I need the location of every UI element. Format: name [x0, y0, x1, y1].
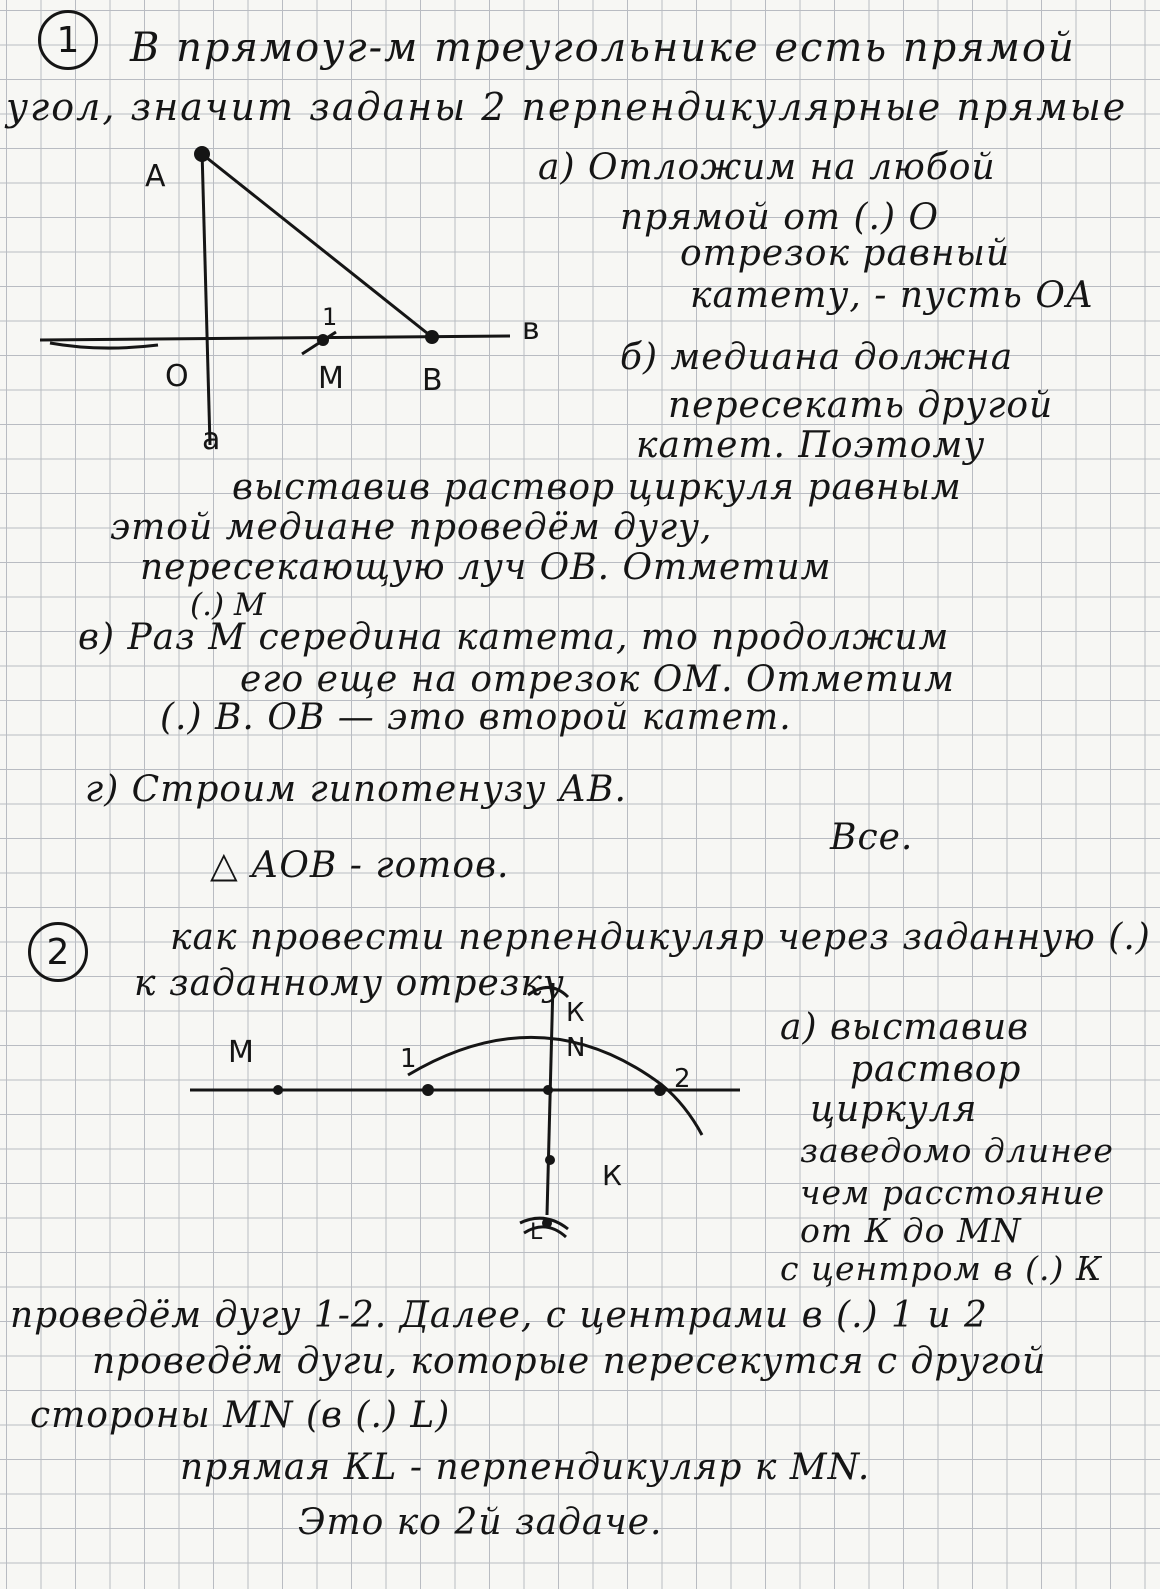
label-l: L: [530, 1220, 543, 1245]
point-l: [542, 1218, 552, 1228]
task2-number-text: 2: [46, 931, 70, 973]
task2-text-line4: прямая КL - перпендикуляр к МN.: [180, 1447, 871, 1488]
ray-tail-stroke: [50, 343, 158, 348]
task1-step-c-line3: (.) В. ОВ — это второй катет.: [160, 697, 792, 738]
task2-step-a-line5: чем расстояние: [800, 1173, 1106, 1212]
task2-text-line3: стороны МN (в (.) L): [30, 1395, 451, 1436]
task1-step-a-line2: прямой от (.) О: [620, 197, 939, 238]
point-foot: [543, 1085, 553, 1095]
hypotenuse-ab: [202, 154, 432, 337]
horizontal-ray-ob: [40, 336, 510, 340]
task1-step-b-line4: выставив раствор циркуля равным: [232, 467, 962, 508]
task2-step-a-line7: с центром в (.) К: [780, 1249, 1103, 1288]
perpendicular-kl: [547, 983, 553, 1215]
point-b: [425, 330, 439, 344]
task2-text-line2: проведём дуги, которые пересекутся с другой: [92, 1341, 1047, 1382]
task1-step-b-line5: этой медиане проведём дугу,: [110, 507, 713, 548]
task2-step-a-line2: раствор: [850, 1049, 1022, 1090]
label-point-m: М: [318, 361, 344, 396]
point-m: [317, 334, 329, 346]
task1-step-d-line1: г) Строим гипотенузу АВ.: [85, 769, 627, 810]
arc-mark-top: [528, 987, 568, 997]
task1-step-c-line1: в) Раз М середина катета, то продолжим: [78, 617, 950, 658]
point-2: [654, 1084, 666, 1096]
label-point-b: В: [422, 363, 443, 398]
label-1: 1: [400, 1044, 417, 1074]
task2-text-line5: Это ко 2й задаче.: [298, 1502, 663, 1543]
vertical-ray-oa: [202, 150, 210, 445]
task2-step-a-line3: циркуля: [810, 1089, 978, 1130]
label-k: К: [602, 1159, 622, 1192]
task1-step-a-line1: а) Отложим на любой: [538, 147, 996, 188]
point-k: [545, 1155, 555, 1165]
task1-step-c-line2: его еще на отрезок ОМ. Отметим: [240, 659, 955, 700]
label-k-top: К: [566, 998, 585, 1028]
task1-step-b-line7: (.) М: [190, 587, 266, 623]
task1-intro-line2: угол, значит заданы 2 перпендикулярные прямые: [6, 85, 1128, 129]
task1-step-b-line6: пересекающую луч ОВ. Отметим: [140, 547, 832, 588]
label-2: 2: [674, 1064, 691, 1094]
task2-intro-line2: к заданному отрезку: [134, 963, 565, 1004]
task1-number: [38, 10, 98, 70]
label-m2: М: [228, 1035, 254, 1070]
task1-step-a-line4: катету, - пусть ОА: [690, 275, 1095, 316]
label-point-a: А: [145, 159, 166, 194]
task1-number-text: 1: [56, 19, 80, 61]
task2-step-a-line4: заведомо длинее: [800, 1131, 1114, 1170]
task1-step-b-line3: катет. Поэтому: [636, 425, 986, 466]
task1-step-d-line2: Все.: [830, 817, 914, 858]
task2-step-a-line1: а) выставив: [780, 1007, 1030, 1048]
task1-figure: [40, 140, 600, 460]
label-ray-b: в: [522, 312, 540, 347]
label-ray-a: а: [202, 422, 221, 457]
task2-text-line1: проведём дугу 1-2. Далее, с центрами в (.) 1 и 2: [10, 1295, 988, 1336]
label-point-o: О: [165, 359, 189, 394]
label-n: N: [566, 1033, 586, 1063]
point-a: [194, 146, 210, 162]
task1-step-a-line3: отрезок равный: [680, 233, 1011, 274]
label-arc-mark: 1: [322, 303, 338, 331]
task2-number: [28, 922, 88, 982]
point-m2: [273, 1085, 283, 1095]
task1-intro-line1: В прямоуг-м треугольнике есть прямой: [130, 25, 1076, 71]
task1-step-d-line3: △ АОВ - готов.: [210, 845, 510, 886]
point-1: [422, 1084, 434, 1096]
task2-figure: [190, 975, 750, 1245]
task1-step-b-line2: пересекать другой: [668, 385, 1054, 426]
task2-intro-line1: как провести перпендикуляр через заданную (.): [170, 917, 1151, 958]
task2-step-a-line6: от К до МN: [800, 1211, 1022, 1250]
task1-step-b-line1: б) медиана должна: [620, 337, 1014, 378]
